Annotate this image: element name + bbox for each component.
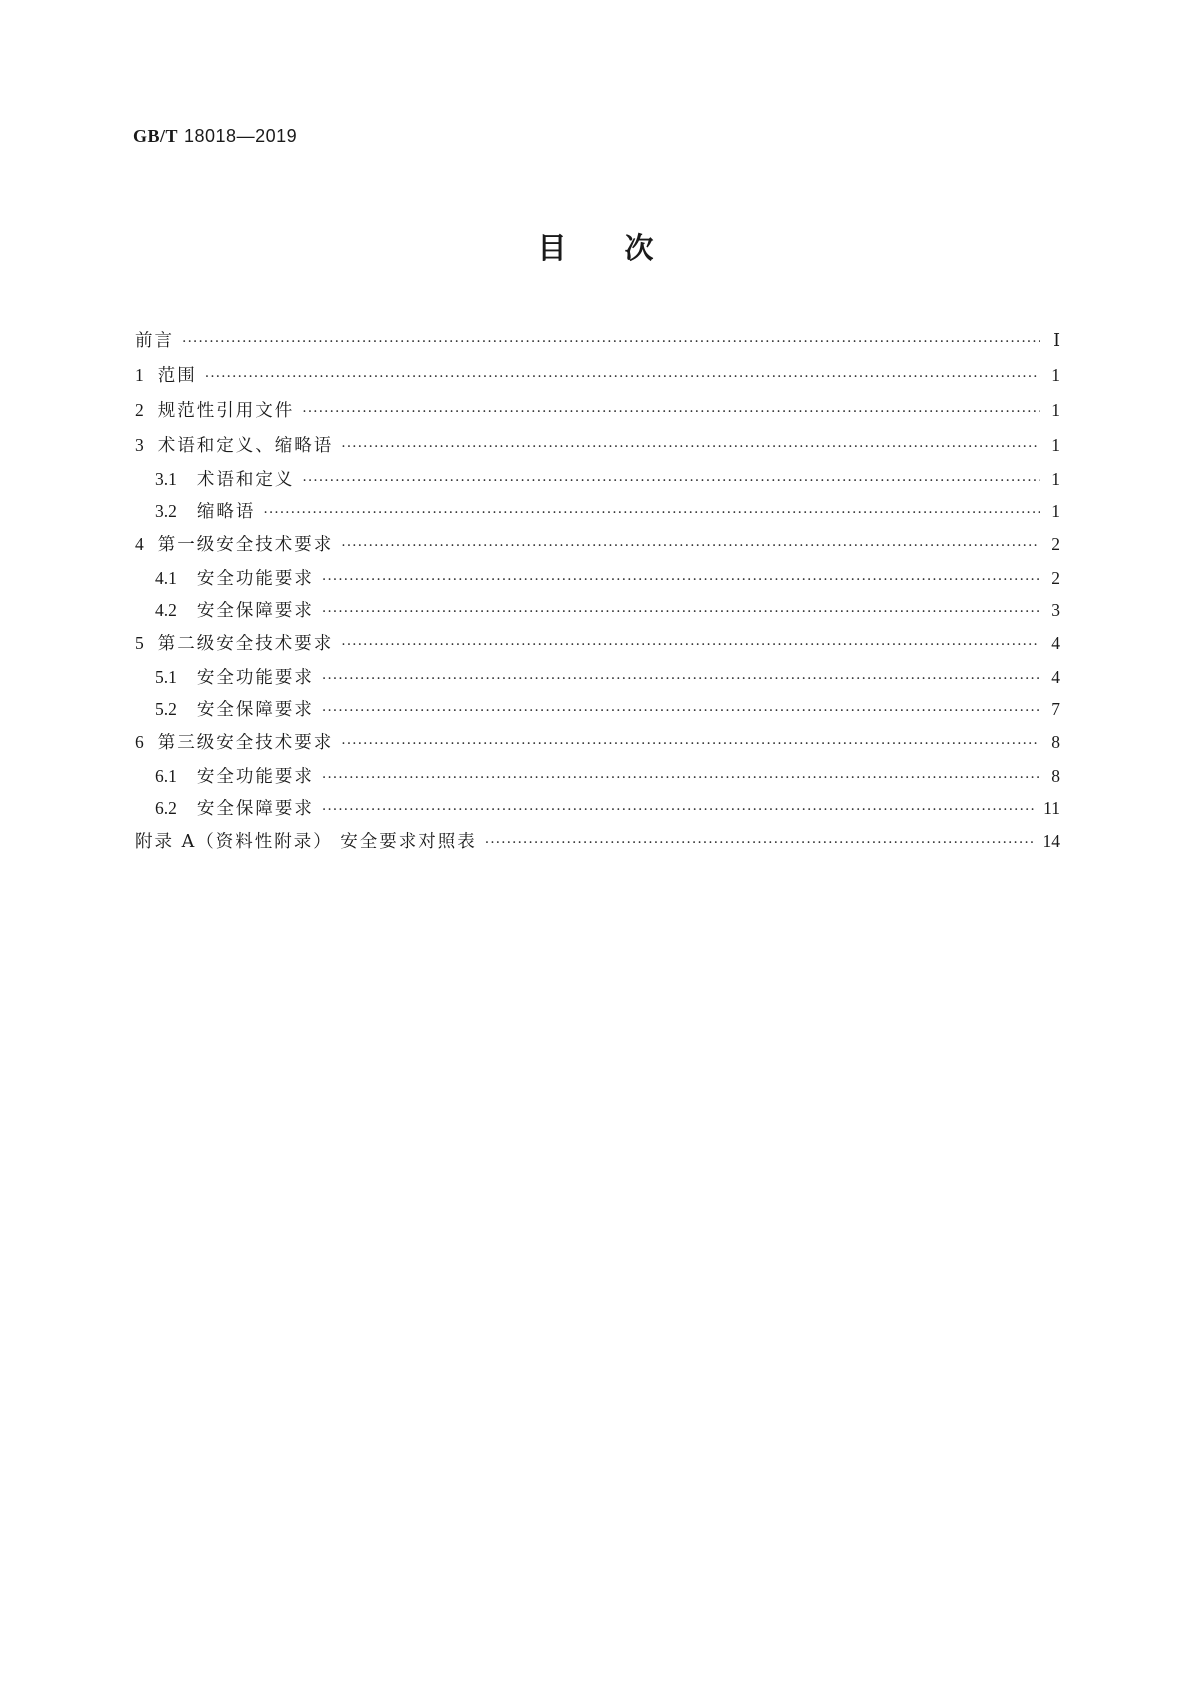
toc-entry-page: 1 (1051, 365, 1060, 385)
toc-entry-number: 6.1 (155, 766, 177, 786)
toc-entry-number: 1 (135, 365, 144, 385)
toc-entry[interactable] (135, 792, 1060, 824)
toc-entry[interactable] (135, 323, 1060, 358)
toc-entry[interactable] (135, 661, 1060, 693)
toc-entry[interactable] (135, 725, 1060, 760)
toc-dot-leader (205, 360, 1040, 395)
standard-code (133, 126, 297, 147)
toc-entry-number: 3 (135, 435, 144, 455)
toc-entry-number: 5 (135, 633, 144, 653)
standard-number: 18018—2019 (184, 126, 298, 146)
toc-entry-number: 4.2 (155, 600, 177, 620)
toc-dot-leader (322, 794, 1035, 826)
toc-entry[interactable] (135, 463, 1060, 495)
toc-dot-leader (322, 663, 1040, 695)
toc-dot-leader (341, 628, 1040, 663)
toc-dot-leader (322, 564, 1040, 596)
toc-entry[interactable] (135, 562, 1060, 594)
toc-entry-number: 4.1 (155, 568, 177, 588)
toc-entry-label: 附录 A（资料性附录） 安全要求对照表 (135, 832, 477, 852)
toc-dot-leader (341, 529, 1040, 564)
toc-entry-page: 1 (1051, 400, 1060, 420)
toc-entry-page: 1 (1051, 469, 1060, 489)
toc-entry[interactable] (135, 358, 1060, 393)
page-title: 目次 (537, 231, 712, 265)
toc-entry[interactable] (135, 393, 1060, 428)
toc-dot-leader (182, 325, 1040, 360)
toc-entry-label: 缩略语 (196, 502, 256, 522)
toc-entry[interactable] (135, 824, 1060, 859)
toc-dot-leader (322, 762, 1040, 794)
toc-dot-leader (302, 395, 1040, 430)
toc-entry-page: 11 (1043, 798, 1060, 818)
toc-entry[interactable] (135, 626, 1060, 661)
toc-entry-label: 范围 (157, 366, 197, 386)
toc-entry-page: 2 (1051, 534, 1060, 554)
toc-entry[interactable] (135, 495, 1060, 527)
toc-entry-label: 安全保障要求 (196, 601, 314, 621)
toc-entry-page: 14 (1042, 831, 1060, 851)
toc-entry-number: 4 (135, 534, 144, 554)
toc-dot-leader (322, 695, 1040, 727)
toc-dot-leader (341, 430, 1040, 465)
toc-entry-label: 第二级安全技术要求 (157, 634, 334, 654)
toc-dot-leader (263, 497, 1040, 529)
toc-entry-page: 3 (1051, 600, 1060, 620)
toc-entry-label: 安全功能要求 (196, 668, 314, 688)
toc-entry-page: 4 (1051, 667, 1060, 687)
toc-entry[interactable] (135, 693, 1060, 725)
toc-entry-number: 2 (135, 400, 144, 420)
toc-entry-number: 3.1 (155, 469, 177, 489)
toc-entry-page: 8 (1051, 766, 1060, 786)
toc-entry[interactable] (135, 527, 1060, 562)
toc-entry-page: 2 (1051, 568, 1060, 588)
toc-entry-page: 4 (1051, 633, 1060, 653)
toc-entry-page: 1 (1051, 435, 1060, 455)
toc-entry-number: 5.1 (155, 667, 177, 687)
toc-entry-label: 第一级安全技术要求 (157, 535, 334, 555)
toc-entry-label: 术语和定义 (196, 470, 295, 490)
toc-entry-label: 安全保障要求 (196, 700, 314, 720)
toc-entry-label: 第三级安全技术要求 (157, 733, 334, 753)
standard-prefix: GB/T (133, 126, 179, 146)
toc-entry-label: 术语和定义、缩略语 (157, 436, 334, 456)
toc-entry[interactable] (135, 760, 1060, 792)
toc-entry-page: Ⅰ (1053, 330, 1060, 350)
toc-entry-number: 6 (135, 732, 144, 752)
toc-entry-label: 规范性引用文件 (157, 401, 295, 421)
toc-entry-page: 8 (1051, 732, 1060, 752)
toc-entry-page: 7 (1051, 699, 1060, 719)
toc-dot-leader (322, 596, 1040, 628)
toc-entry-number: 3.2 (155, 501, 177, 521)
toc-entry-number: 6.2 (155, 798, 177, 818)
toc-entry[interactable] (135, 594, 1060, 626)
toc-entry-label: 安全功能要求 (196, 767, 314, 787)
toc-entry-label: 安全功能要求 (196, 569, 314, 589)
toc-entry-number: 5.2 (155, 699, 177, 719)
toc-entry-label: 前言 (135, 331, 174, 351)
toc-dot-leader (302, 465, 1040, 497)
toc-entry-page: 1 (1051, 501, 1060, 521)
toc-dot-leader (485, 826, 1035, 861)
toc-dot-leader (341, 727, 1040, 762)
table-of-contents (135, 323, 1060, 859)
toc-entry[interactable] (135, 428, 1060, 463)
toc-entry-label: 安全保障要求 (196, 799, 314, 819)
